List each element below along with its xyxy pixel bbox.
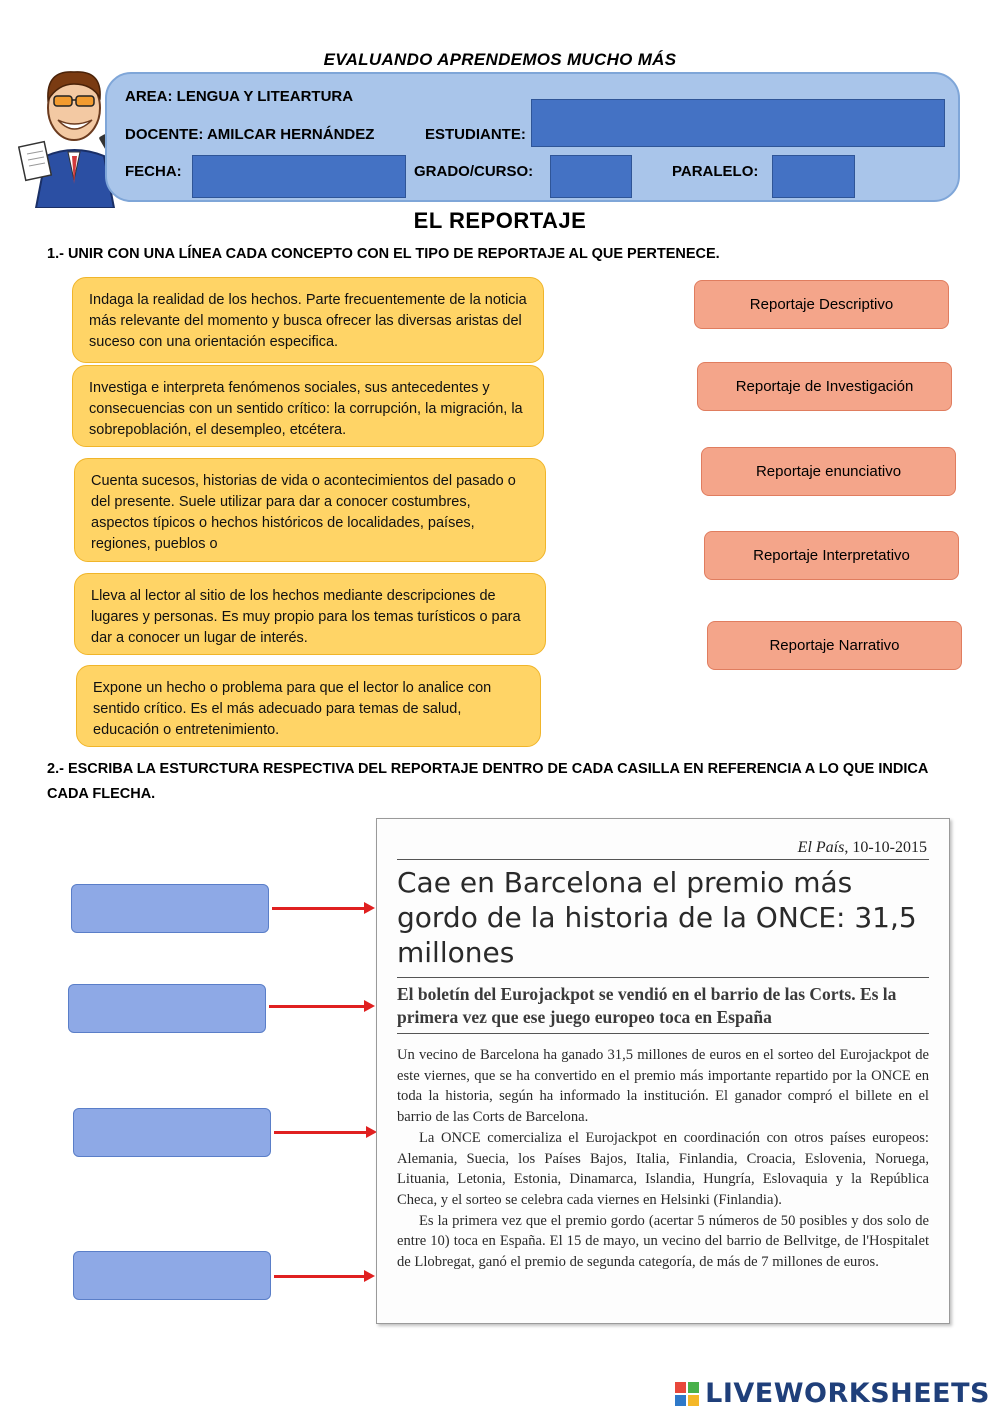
- arrow-head-icon: [364, 1000, 375, 1012]
- answer-box-4[interactable]: [73, 1251, 271, 1300]
- clipping-paragraph-2: La ONCE comercializa el Eurojackpot en coordinación con otros países europeos: Alemania, Suecia, los Países Bajos, Italia, Finlandia, Croacia, Eslovenia, Noruega, Lituania, Letonia, Estonia, Dinamarca, Islandia, Hungría, Eslovaquia y la República Checa, y el sorteo se celebra cada viernes en Helsinki (Finlandia).: [397, 1129, 929, 1208]
- question-2: 2.- ESCRIBA LA ESTURCTURA RESPECTIVA DEL REPORTAJE DENTRO DE CADA CASILLA EN REFERENCIA A LO QUE INDICA CADA FLECHA.: [47, 761, 928, 802]
- arrow-line-2: [269, 1005, 365, 1008]
- type-box-descriptivo[interactable]: Reportaje Descriptivo: [694, 280, 949, 329]
- answer-box-1[interactable]: [71, 884, 269, 933]
- paralelo-input[interactable]: [772, 155, 855, 198]
- clipping-source-name: El País: [797, 839, 845, 856]
- clipping-body: [397, 1045, 929, 1273]
- type-box-investigacion[interactable]: Reportaje de Investigación: [697, 362, 952, 411]
- brand-name: LIVEWORKSHEETS: [705, 1378, 990, 1409]
- area-label: AREA: LENGUA Y LITEARTURA: [125, 88, 354, 105]
- clipping-paragraph-1: Un vecino de Barcelona ha ganado 31,5 millones de euros en el sorteo del Eurojackpot de este viernes, que se ha convertido en el premio más importante repartido por la ONCE en toda la historia, según ha informado la institución. El ganador compró el billete en el barrio de las Corts de Barcelona.: [397, 1047, 929, 1126]
- clipping-source-date: , 10-10-2015: [844, 839, 927, 856]
- answer-box-2[interactable]: [68, 984, 266, 1033]
- docente-label: DOCENTE: AMILCAR HERNÁNDEZ: [125, 126, 375, 143]
- estudiante-input[interactable]: [531, 99, 945, 147]
- clipping-subheadline: El boletín del Eurojackpot se vendió en el barrio de las Corts. Es la primera vez que ese juego europeo toca en España: [397, 984, 897, 1027]
- arrow-head-icon: [364, 1270, 375, 1282]
- concept-box-3[interactable]: Cuenta sucesos, historias de vida o acontecimientos del pasado o del presente. Suele utilizar para dar a conocer costumbres, aspectos típicos o hechos históricos de localidades, países, regiones, pueblos o: [74, 458, 546, 562]
- clipping-paragraph-3: Es la primera vez que el premio gordo (acertar 5 números de 50 posibles y dos solo de entre 10) toca en España. El 15 de mayo, un vecino del barrio de Bellvitge, de l'Hospitalet de Llobregat, ganó el premio de segunda categoría, de más de 7 millones de euros.: [397, 1212, 929, 1271]
- arrow-line-3: [274, 1131, 367, 1134]
- grado-input[interactable]: [550, 155, 632, 198]
- clipping-source: [798, 839, 927, 857]
- arrow-head-icon: [364, 902, 375, 914]
- paralelo-label: PARALELO:: [672, 163, 759, 180]
- fecha-input[interactable]: [192, 155, 406, 198]
- concept-box-5[interactable]: Expone un hecho o problema para que el lector lo analice con sentido crítico. Es el más adecuado para temas de salud, educación o entretenimiento.: [76, 665, 541, 747]
- clipping-headline: Cae en Barcelona el premio más gordo de la historia de la ONCE: 31,5 millones: [397, 866, 917, 969]
- clipping-rule-bottom: [397, 1033, 929, 1034]
- answer-box-3[interactable]: [73, 1108, 271, 1157]
- arrow-line-4: [274, 1275, 365, 1278]
- section-title: EL REPORTAJE: [413, 208, 587, 233]
- type-box-enunciativo[interactable]: Reportaje enunciativo: [701, 447, 956, 496]
- type-box-interpretativo[interactable]: Reportaje Interpretativo: [704, 531, 959, 580]
- concept-box-4[interactable]: Lleva al lector al sitio de los hechos mediante descripciones de lugares y personas. Es muy propio para los temas turísticos o para dar a conocer un lugar de interés.: [74, 573, 546, 655]
- question-1: 1.- UNIR CON UNA LÍNEA CADA CONCEPTO CON EL TIPO DE REPORTAJE AL QUE PERTENECE.: [47, 246, 720, 262]
- worksheet-title: EVALUANDO APRENDEMOS MUCHO MÁS: [323, 50, 677, 69]
- concept-box-1[interactable]: Indaga la realidad de los hechos. Parte frecuentemente de la noticia más relevante del momento y busca ofrecer las diversas aristas del suceso con una orientación especifica.: [72, 277, 544, 363]
- type-box-narrativo[interactable]: Reportaje Narrativo: [707, 621, 962, 670]
- grado-label: GRADO/CURSO:: [414, 163, 534, 180]
- clipping-rule-middle: [397, 977, 929, 978]
- liveworksheets-brand: [675, 1378, 990, 1409]
- liveworksheets-logo-icon: [675, 1382, 699, 1406]
- arrow-line-1: [272, 907, 365, 910]
- fecha-label: FECHA:: [125, 163, 182, 180]
- clipping-rule-top: [397, 859, 929, 860]
- estudiante-label: ESTUDIANTE:: [425, 126, 526, 143]
- newspaper-clipping: [376, 818, 950, 1324]
- concept-box-2[interactable]: Investiga e interpreta fenómenos sociales, sus antecedentes y consecuencias con un sentido crítico: la corrupción, la migración, la sobrepoblación, el desempleo, etcétera.: [72, 365, 544, 447]
